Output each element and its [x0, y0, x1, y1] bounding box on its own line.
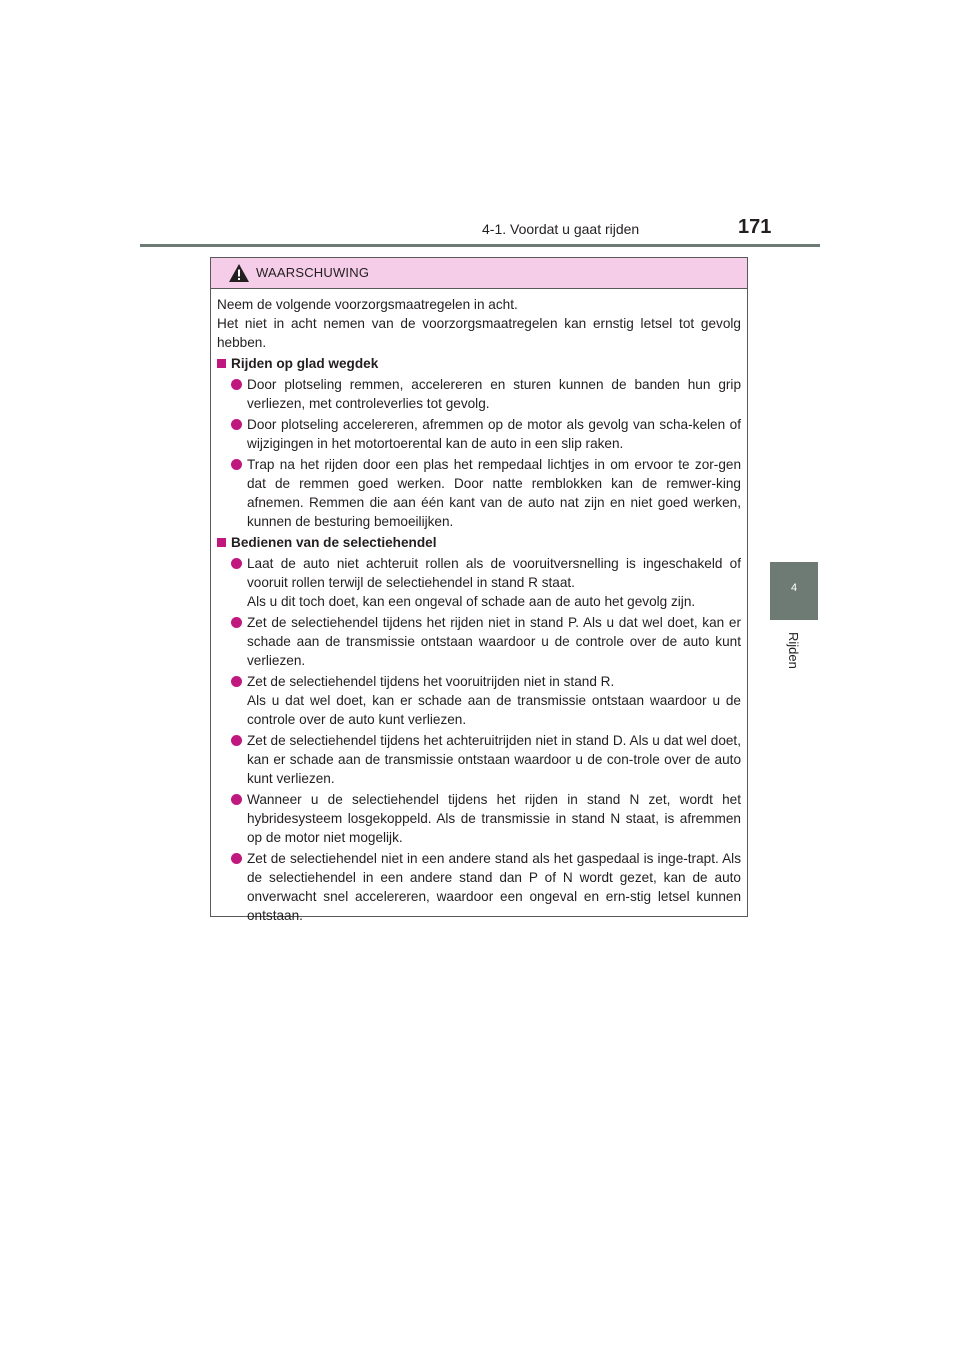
- warning-title: WAARSCHUWING: [256, 265, 370, 280]
- list-item: Door plotseling remmen, accelereren en sturen kunnen de banden hun grip verliezen, met controleverlies tot gevolg.: [217, 375, 741, 413]
- list-item: Laat de auto niet achteruit rollen als de vooruitversnelling is ingeschakeld of vooruit rollen terwijl de selectiehendel in stand R staat. Als u dit toch doet, kan een ongeval of schade aan de auto het gevolg zijn.: [217, 554, 741, 611]
- section-heading: Rijden op glad wegdek: [217, 354, 741, 373]
- circle-bullet-icon: [231, 794, 242, 805]
- chapter-label: [786, 632, 802, 672]
- warning-triangle-icon: [228, 263, 250, 283]
- page-number: 171: [738, 216, 772, 238]
- circle-bullet-icon: [231, 676, 242, 687]
- warning-body: [211, 289, 747, 925]
- header-rule: [140, 244, 820, 247]
- list-item: Zet de selectiehendel tijdens het vooruitrijden niet in stand R. Als u dat wel doet, kan er schade aan de transmissie ontstaan waardoor u de controle over de auto kunt verliezen.: [217, 672, 741, 729]
- page-header: [140, 212, 820, 246]
- list-item: Zet de selectiehendel niet in een andere stand als het gaspedaal is inge-trapt. Als de selectiehendel in een andere stand dan P of N wordt gezet, kan de auto onverwacht snel accelereren, waardoor een ongeval en ern-stig letsel kunnen ontstaan.: [217, 849, 741, 925]
- square-bullet-icon: [217, 538, 226, 547]
- circle-bullet-icon: [231, 419, 242, 430]
- list-item: Zet de selectiehendel tijdens het rijden niet in stand P. Als u dat wel doet, kan er schade aan de transmissie ontstaan waardoor u de controle over de auto kunt verliezen.: [217, 613, 741, 670]
- chapter-number: 4: [790, 582, 798, 594]
- warning-intro: [217, 295, 741, 352]
- section-title: 4-1. Voordat u gaat rijden: [482, 221, 640, 237]
- chapter-tab: [770, 562, 818, 620]
- circle-bullet-icon: [231, 379, 242, 390]
- chapter-label-text: Rijden: [786, 632, 801, 669]
- square-bullet-icon: [217, 359, 226, 368]
- circle-bullet-icon: [231, 735, 242, 746]
- circle-bullet-icon: [231, 617, 242, 628]
- warning-box: [210, 257, 748, 923]
- circle-bullet-icon: [231, 459, 242, 470]
- list-item: Wanneer u de selectiehendel tijdens het rijden in stand N zet, wordt het hybridesysteem losgekoppeld. Als de transmissie in stand N staat, is afremmen op de motor niet mogelijk.: [217, 790, 741, 847]
- list-item: Zet de selectiehendel tijdens het achteruitrijden niet in stand D. Als u dat wel doet, kan er schade aan de transmissie ontstaan waardoor u de con-trole over de auto kunt verliezen.: [217, 731, 741, 788]
- circle-bullet-icon: [231, 853, 242, 864]
- warning-header: [211, 258, 747, 289]
- list-item: Door plotseling accelereren, afremmen op de motor als gevolg van scha-kelen of wijzigingen in het motortoerental kan de auto in een slip raken.: [217, 415, 741, 453]
- circle-bullet-icon: [231, 558, 242, 569]
- list-item: Trap na het rijden door een plas het rempedaal lichtjes in om ervoor te zor-gen dat de remmen goed werken. Door natte remblokken kan de remwer-king afnemen. Remmen die aan één kant van de auto nat zijn en niet goed werken, kunnen de besturing bemoeilijken.: [217, 455, 741, 531]
- intro-line: Neem de volgende voorzorgsmaatregelen in acht.: [217, 297, 518, 312]
- section-heading: Bedienen van de selectiehendel: [217, 533, 741, 552]
- intro-line: Het niet in acht nemen van de voorzorgsmaatregelen kan ernstig letsel tot gevolg hebben.: [217, 316, 741, 350]
